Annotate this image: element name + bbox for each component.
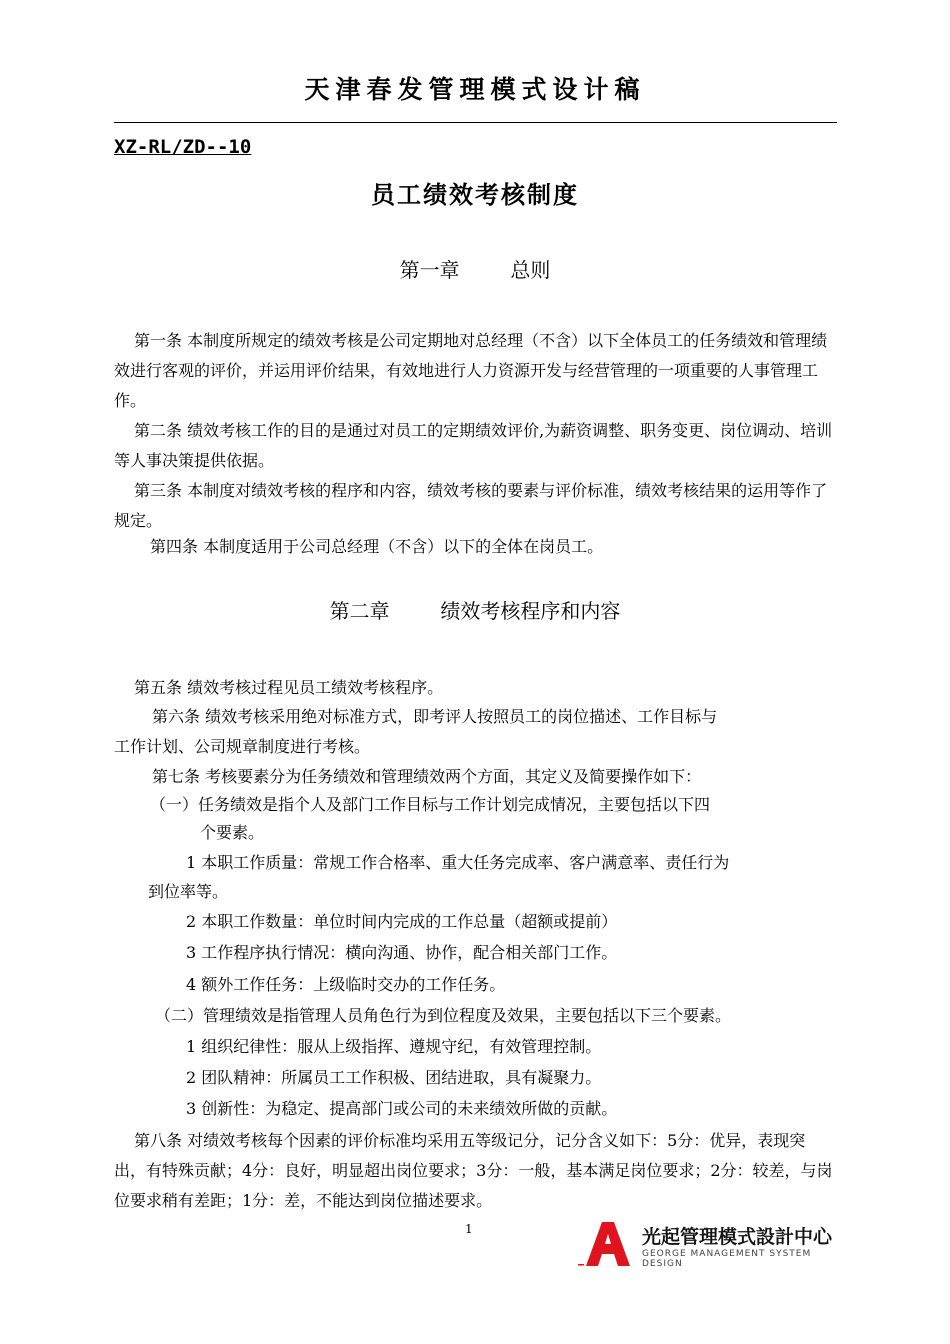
- chapter-2-title: 第二章 绩效考核程序和内容: [329, 599, 621, 623]
- article-1: 第一条 本制度所规定的绩效考核是公司定期地对总经理（不含）以下全体员工的任务绩效和管理绩效进行客观的评价，并运用评价结果，有效地进行人力资源开发与经营管理的一项重要的人事管理工作。: [114, 331, 828, 410]
- article-2: 第二条 绩效考核工作的目的是通过对员工的定期绩效评价,为薪资调整、职务变更、岗位调动、培训等人事决策提供依据。: [114, 421, 833, 470]
- management-item-2: 2 团队精神：所属员工工作积极、团结进取，具有凝聚力。: [186, 1068, 602, 1087]
- task-performance-line-1: （一）任务绩效是指个人及部门工作目标与工作计划完成情况，主要包括以下四: [150, 795, 711, 814]
- management-item-3: 3 创新性：为稳定、提高部门或公司的未来绩效所做的贡献。: [186, 1099, 618, 1118]
- header-divider: [114, 122, 837, 123]
- document-code: XZ-RL/ZD--10: [114, 136, 252, 158]
- management-performance-line: （二）管理绩效是指管理人员角色行为到位程度及效果，主要包括以下三个要素。: [155, 1006, 732, 1025]
- article-6-line-1: 第六条 绩效考核采用绝对标准方式，即考评人按照员工的岗位描述、工作目标与: [152, 707, 718, 726]
- article-8: 第八条 对绩效考核每个因素的评价标准均采用五等级记分，记分含义如下：5分：优异，表现突出，有特殊贡献；4分：良好，明显超出岗位要求；3分：一般，基本满足岗位要求；2分：较差，与岗位要求稍有差距；1分：差，不能达到岗位描述要求。: [114, 1131, 833, 1210]
- logo-chinese-text: 光起管理模式設計中心: [642, 1226, 833, 1248]
- task-item-1-line-1: 1 本职工作质量：常规工作合格率、重大任务完成率、客户满意率、责任行为: [186, 853, 730, 872]
- management-item-1: 1 组织纪律性：服从上级指挥、遵规守纪，有效管理控制。: [186, 1037, 602, 1056]
- document-title: 员工绩效考核制度: [371, 181, 579, 209]
- task-item-2: 2 本职工作数量：单位时间内完成的工作总量（超额或提前）: [186, 912, 618, 931]
- task-performance-line-2: 个要素。: [200, 823, 265, 842]
- chapter-1-title: 第一章 总则: [399, 258, 551, 282]
- header-title: 天津春发管理模式设计稿: [304, 75, 646, 104]
- company-logo: [578, 1220, 838, 1268]
- article-3: 第三条 本制度对绩效考核的程序和内容，绩效考核的要素与评价标准，绩效考核结果的运用等作了规定。: [114, 481, 828, 530]
- article-7: 第七条 考核要素分为任务绩效和管理绩效两个方面，其定义及简要操作如下：: [152, 767, 702, 786]
- task-item-1-line-2: 到位率等。: [148, 882, 229, 901]
- page-number: 1: [465, 1222, 473, 1236]
- task-item-3: 3 工作程序执行情况：横向沟通、协作，配合相关部门工作。: [186, 943, 618, 962]
- article-6-line-2: 工作计划、公司规章制度进行考核。: [114, 737, 371, 756]
- task-item-4: 4 额外工作任务：上级临时交办的工作任务。: [186, 975, 506, 994]
- logo-a-icon: [578, 1220, 638, 1268]
- article-4: 第四条 本制度适用于公司总经理（不含）以下的全体在岗员工。: [150, 537, 604, 556]
- article-5: 第五条 绩效考核过程见员工绩效考核程序。: [134, 678, 444, 697]
- logo-english-text: GEORGE MANAGEMENT SYSTEM DESIGN: [642, 1249, 812, 1269]
